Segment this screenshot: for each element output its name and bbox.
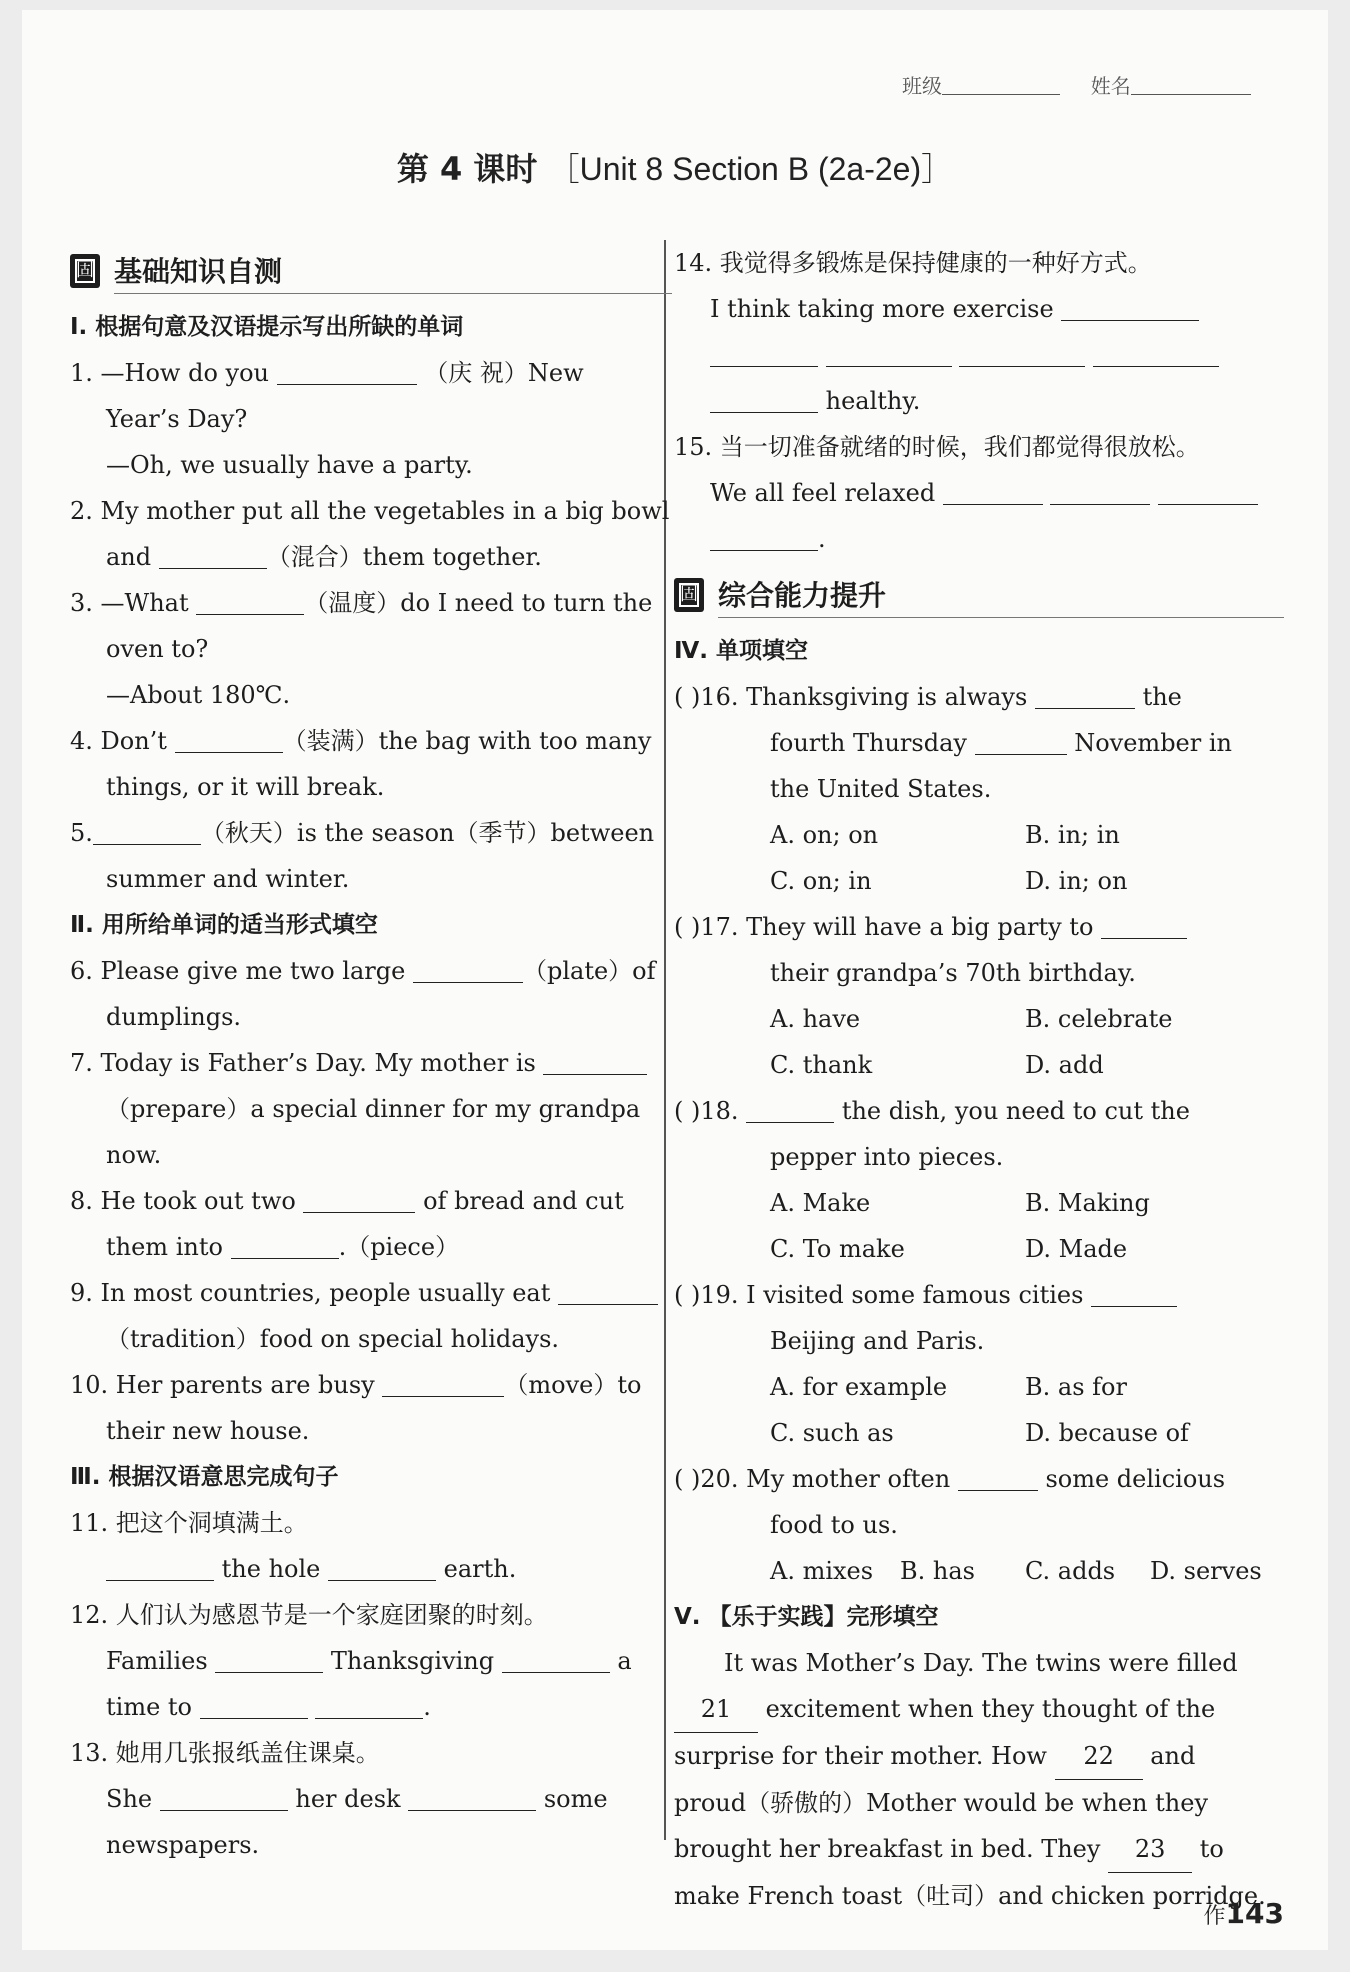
- option[interactable]: D. in; on: [1025, 867, 1128, 895]
- unit-section: ［Unit 8 Section B (2a-2e)］: [547, 151, 954, 187]
- page-number: 作143: [1203, 1897, 1284, 1930]
- answer-blank[interactable]: [413, 956, 523, 983]
- q16: ( )16. Thanksgiving is always the: [674, 683, 1182, 711]
- option[interactable]: C. adds: [1025, 1557, 1116, 1585]
- answer-blank[interactable]: [543, 1048, 647, 1075]
- answer-blank[interactable]: [303, 1186, 415, 1213]
- q4: 4. Don’t （装满）the bag with too many: [70, 727, 652, 755]
- answer-blank[interactable]: [1091, 1280, 1177, 1307]
- answer-blank[interactable]: [277, 358, 417, 385]
- section-icon: 固: [674, 578, 704, 612]
- answer-blank[interactable]: [93, 818, 201, 845]
- answer-blank[interactable]: [502, 1646, 610, 1673]
- name-blank[interactable]: [1131, 76, 1251, 95]
- left-column: 固 基础知识自测 Ⅰ. 根据句意及汉语提示写出所缺的单词 1. —How do you （庆 祝）New Year’s Day? —Oh, we usually have a party. 2. My mother put all the vegetables in a big bowl and （混合）them together. 3. —What （温度）do I need to turn the oven to? —About 180℃. 4. Don’t （装满）the bag with too many things, or it will break. 5. （秋天）is the season（季节）between summer and winter. Ⅱ. 用所给单词的适当形式填空 6. Please give me two large （plate）of dumplings. 7. Today is Father’s Day. My mother is （prepare）a special dinner for my grandpa now. 8. He took out two of bread and cut them into .（piece） 9. In most countries, people usually eat （tradition）food on special holidays. 10. Her parents are busy （move）to their new house. Ⅲ. 根据汉语意思完成句子 11. 把这个洞填满土。 the hole earth. 12. 人们认为感恩节是一个家庭团聚的时刻。 Families Thanksgiving a time to . 13. 她用几张报纸盖住课桌。 She her desk some newspapers.: [70, 238, 672, 1868]
- class-blank[interactable]: [942, 76, 1060, 95]
- q3: 3. —What （温度）do I need to turn the: [70, 589, 653, 617]
- part2-heading: Ⅱ. 用所给单词的适当形式填空: [70, 912, 378, 938]
- part5-heading: Ⅴ. 【乐于实践】完形填空: [674, 1604, 939, 1630]
- answer-blank[interactable]: [943, 478, 1043, 505]
- section-title: 基础知识自测: [114, 255, 283, 288]
- option[interactable]: D. add: [1025, 1051, 1104, 1079]
- page-title: [22, 144, 1328, 190]
- answer-blank[interactable]: [1050, 478, 1150, 505]
- q11: 11. 把这个洞填满土。: [70, 1509, 308, 1537]
- part1-heading: Ⅰ. 根据句意及汉语提示写出所缺的单词: [70, 314, 464, 340]
- lesson-title: 第 4 课时: [396, 150, 538, 188]
- answer-blank[interactable]: [1158, 478, 1258, 505]
- answer-blank[interactable]: [408, 1784, 536, 1811]
- q12: 12. 人们认为感恩节是一个家庭团聚的时刻。: [70, 1601, 548, 1629]
- option[interactable]: C. on; in: [770, 867, 872, 895]
- answer-blank[interactable]: [231, 1232, 339, 1259]
- part4-heading: Ⅳ. 单项填空: [674, 638, 809, 664]
- name-label: 姓名: [1090, 74, 1131, 98]
- option[interactable]: D. Made: [1025, 1235, 1128, 1263]
- section-icon: 固: [70, 254, 100, 288]
- option[interactable]: B. celebrate: [1025, 1005, 1173, 1033]
- answer-blank[interactable]: [710, 340, 818, 367]
- class-label: 班级: [902, 74, 942, 98]
- answer-blank[interactable]: [710, 386, 818, 413]
- q8: 8. He took out two of bread and cut: [70, 1187, 624, 1215]
- answer-blank[interactable]: [710, 524, 818, 551]
- answer-blank[interactable]: [958, 1464, 1038, 1491]
- option[interactable]: A. for example: [770, 1373, 948, 1401]
- option[interactable]: A. have: [770, 1005, 861, 1033]
- answer-blank[interactable]: [315, 1692, 423, 1719]
- option[interactable]: D. because of: [1025, 1419, 1189, 1447]
- answer-blank[interactable]: [328, 1554, 436, 1581]
- cloze-blank-21[interactable]: 21: [674, 1686, 758, 1733]
- section-comprehensive: [674, 572, 1284, 626]
- q9: 9. In most countries, people usually eat: [70, 1270, 672, 1316]
- answer-blank[interactable]: [959, 340, 1085, 367]
- q2: 2. My mother put all the vegetables in a big bowl: [70, 497, 670, 525]
- q19: ( )19. I visited some famous cities: [674, 1272, 1284, 1318]
- option[interactable]: A. mixes: [770, 1557, 874, 1585]
- student-info: [902, 70, 1251, 99]
- cloze-blank-22[interactable]: 22: [1055, 1733, 1143, 1780]
- answer-blank[interactable]: [975, 728, 1067, 755]
- option[interactable]: A. Make: [770, 1189, 871, 1217]
- q18: ( )18. the dish, you need to cut the: [674, 1097, 1190, 1125]
- q10: 10. Her parents are busy （move）to: [70, 1371, 642, 1399]
- q13: 13. 她用几张报纸盖住课桌。: [70, 1739, 380, 1767]
- right-column: 14. 我觉得多锻炼是保持健康的一种好方式。 I think taking more exercise healthy. 15. 当一切准备就绪的时候，我们都觉得很放松。 We all feel relaxed . 固 综合能力提升 Ⅳ. 单项填空 ( )16. Thanksgiving is always the fourth Thursday November in the United States. A. on; on B. in; in C. on; in D. in; on ( )17. They will have a big party to their grandpa’s 70th birthday. A. have B. celebrate C. thank D. add ( )18. the dish, you need to cut the pepper into pieces. A. Make B. Making C. To make D. Made ( )19. I visited some famous cities Beijing and Paris. A. for example B. as for C. such as D. because of ( )20. My mother often some delicious food to us. A. mixes B. has C. adds D. serves Ⅴ. 【乐于实践】完形填空 It was Mother’s Day. The twins were filled 21 excitement when they thought of the surprise for their mother. How 22 and proud（骄傲的）Mother would be when they brought her breakfast in bed. They 23 to make French toast（吐司）and chicken porridge.: [674, 240, 1284, 1919]
- option[interactable]: B. in; in: [1025, 821, 1120, 849]
- q1: 1. —How do you （庆 祝）New: [70, 359, 584, 387]
- option[interactable]: B. has: [900, 1557, 975, 1585]
- option[interactable]: D. serves: [1150, 1557, 1262, 1585]
- answer-blank[interactable]: [746, 1096, 834, 1123]
- q6: 6. Please give me two large （plate）of: [70, 957, 656, 985]
- part3-heading: Ⅲ. 根据汉语意思完成句子: [70, 1464, 339, 1490]
- q7: 7. Today is Father’s Day. My mother is: [70, 1040, 672, 1086]
- answer-blank[interactable]: [160, 1784, 288, 1811]
- answer-blank[interactable]: [215, 1646, 323, 1673]
- answer-blank[interactable]: [196, 588, 304, 615]
- q5: 5. （秋天）is the season（季节）between: [70, 819, 655, 847]
- option[interactable]: C. such as: [770, 1419, 894, 1447]
- cloze-blank-23[interactable]: 23: [1108, 1826, 1192, 1873]
- option[interactable]: A. on; on: [770, 821, 879, 849]
- q15: 15. 当一切准备就绪的时候，我们都觉得很放松。: [674, 433, 1200, 461]
- answer-blank[interactable]: [558, 1278, 658, 1305]
- answer-blank[interactable]: [159, 542, 267, 569]
- q14: 14. 我觉得多锻炼是保持健康的一种好方式。: [674, 249, 1152, 277]
- answer-blank[interactable]: [175, 726, 283, 753]
- answer-blank[interactable]: [382, 1370, 504, 1397]
- answer-blank[interactable]: [826, 340, 952, 367]
- option[interactable]: B. as for: [1025, 1373, 1127, 1401]
- answer-blank[interactable]: [1061, 294, 1199, 321]
- q20: ( )20. My mother often some delicious: [674, 1465, 1226, 1493]
- answer-blank[interactable]: [1035, 682, 1135, 709]
- option[interactable]: B. Making: [1025, 1189, 1150, 1217]
- q17: ( )17. They will have a big party to: [674, 904, 1284, 950]
- answer-blank[interactable]: [200, 1692, 308, 1719]
- answer-blank[interactable]: [1093, 340, 1219, 367]
- answer-blank[interactable]: [1101, 912, 1187, 939]
- option[interactable]: C. To make: [770, 1235, 905, 1263]
- answer-blank[interactable]: [106, 1554, 214, 1581]
- worksheet-page: [22, 10, 1328, 1950]
- section-basic-knowledge: [70, 248, 672, 302]
- section-title: 综合能力提升: [718, 579, 887, 612]
- option[interactable]: C. thank: [770, 1051, 873, 1079]
